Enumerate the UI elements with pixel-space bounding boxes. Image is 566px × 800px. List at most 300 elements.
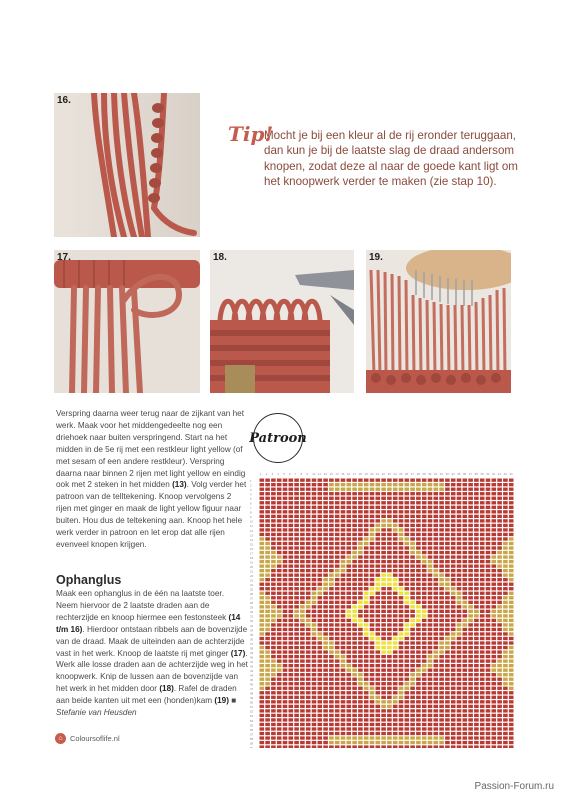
pattern-cell bbox=[364, 592, 369, 595]
pattern-cell bbox=[260, 741, 265, 744]
pattern-cell bbox=[312, 583, 317, 586]
pattern-cell bbox=[260, 687, 265, 690]
pattern-cell bbox=[300, 605, 305, 608]
pattern-cell bbox=[294, 515, 299, 518]
pattern-cell bbox=[289, 537, 294, 540]
pattern-cell bbox=[468, 669, 473, 672]
pattern-cell bbox=[364, 583, 369, 586]
pattern-cell bbox=[277, 528, 282, 531]
pattern-cell bbox=[439, 659, 444, 662]
pattern-cell bbox=[294, 587, 299, 590]
pattern-cell bbox=[387, 596, 392, 599]
pattern-cell bbox=[289, 564, 294, 567]
pattern-cell bbox=[271, 479, 276, 482]
pattern-cell bbox=[497, 483, 502, 486]
pattern-cell bbox=[260, 524, 265, 527]
pattern-cell bbox=[393, 533, 398, 536]
pattern-cell bbox=[300, 628, 305, 631]
column-number: 13 bbox=[329, 472, 333, 476]
pattern-cell bbox=[289, 714, 294, 717]
pattern-cell bbox=[445, 601, 450, 604]
pattern-cell bbox=[352, 483, 357, 486]
pattern-cell bbox=[405, 569, 410, 572]
pattern-cell bbox=[410, 723, 415, 726]
pattern-cell bbox=[387, 501, 392, 504]
pattern-cell bbox=[474, 574, 479, 577]
pattern-cell bbox=[445, 542, 450, 545]
pattern-cell bbox=[289, 646, 294, 649]
pattern-cell bbox=[434, 596, 439, 599]
pattern-cell bbox=[393, 560, 398, 563]
pattern-cell bbox=[352, 501, 357, 504]
pattern-cell bbox=[410, 569, 415, 572]
pattern-cell bbox=[463, 506, 468, 509]
pattern-cell bbox=[486, 641, 491, 644]
pattern-cell bbox=[463, 555, 468, 558]
pattern-cell bbox=[271, 546, 276, 549]
pattern-cell bbox=[323, 687, 328, 690]
pattern-cell bbox=[410, 664, 415, 667]
pattern-cell bbox=[277, 546, 282, 549]
pattern-cell bbox=[405, 551, 410, 554]
pattern-cell bbox=[509, 705, 514, 708]
pattern-cell bbox=[294, 700, 299, 703]
pattern-cell bbox=[457, 555, 462, 558]
pattern-cell bbox=[347, 628, 352, 631]
pattern-cell bbox=[312, 718, 317, 721]
pattern-cell bbox=[306, 587, 311, 590]
pattern-cell bbox=[260, 605, 265, 608]
pattern-cell bbox=[306, 488, 311, 491]
column-number: 26 bbox=[405, 472, 409, 476]
pattern-cell bbox=[457, 483, 462, 486]
pattern-cell bbox=[271, 650, 276, 653]
pattern-cell bbox=[376, 596, 381, 599]
pattern-cell bbox=[271, 741, 276, 744]
pattern-cell bbox=[277, 700, 282, 703]
pattern-cell bbox=[422, 492, 427, 495]
pattern-cell bbox=[335, 546, 340, 549]
pattern-cell bbox=[318, 497, 323, 500]
pattern-cell bbox=[428, 673, 433, 676]
pattern-cell bbox=[405, 619, 410, 622]
pattern-cell bbox=[260, 659, 265, 662]
pattern-cell bbox=[497, 497, 502, 500]
pattern-cell bbox=[445, 501, 450, 504]
pattern-cell bbox=[422, 637, 427, 640]
pattern-cell bbox=[416, 632, 421, 635]
pattern-cell bbox=[416, 614, 421, 617]
pattern-cell bbox=[300, 488, 305, 491]
pattern-cell bbox=[260, 637, 265, 640]
pattern-cell bbox=[376, 578, 381, 581]
pattern-cell bbox=[271, 655, 276, 658]
column-number: 12 bbox=[323, 472, 327, 476]
pattern-cell bbox=[329, 623, 334, 626]
pattern-cell bbox=[439, 641, 444, 644]
pattern-cell bbox=[492, 528, 497, 531]
pattern-cell bbox=[497, 555, 502, 558]
pattern-cell bbox=[283, 714, 288, 717]
pattern-cell bbox=[364, 650, 369, 653]
pattern-cell bbox=[410, 488, 415, 491]
pattern-cell bbox=[329, 560, 334, 563]
pattern-cell bbox=[497, 510, 502, 513]
pattern-cell bbox=[439, 546, 444, 549]
pattern-cell bbox=[451, 741, 456, 744]
pattern-cell bbox=[335, 641, 340, 644]
pattern-cell bbox=[306, 578, 311, 581]
pattern-cell bbox=[271, 678, 276, 681]
pattern-cell bbox=[323, 497, 328, 500]
pattern-cell bbox=[260, 678, 265, 681]
pattern-cell bbox=[271, 664, 276, 667]
pattern-cell bbox=[341, 501, 346, 504]
pattern-cell bbox=[434, 700, 439, 703]
pattern-cell bbox=[271, 587, 276, 590]
pattern-cell bbox=[318, 687, 323, 690]
pattern-cell bbox=[474, 524, 479, 527]
pattern-cell bbox=[277, 501, 282, 504]
pattern-cell bbox=[451, 542, 456, 545]
pattern-cell bbox=[381, 533, 386, 536]
pattern-cell bbox=[306, 700, 311, 703]
pattern-cell bbox=[480, 628, 485, 631]
pattern-cell bbox=[300, 483, 305, 486]
pattern-cell bbox=[410, 533, 415, 536]
footer-url[interactable]: Coloursoflife.nl bbox=[70, 734, 120, 743]
pattern-cell bbox=[486, 696, 491, 699]
pattern-cell bbox=[405, 506, 410, 509]
pattern-cell bbox=[341, 709, 346, 712]
row-number: 49 bbox=[250, 696, 254, 701]
pattern-cell bbox=[265, 655, 270, 658]
pattern-cell bbox=[434, 691, 439, 694]
pattern-cell bbox=[468, 696, 473, 699]
pattern-cell bbox=[457, 601, 462, 604]
pattern-cell bbox=[439, 510, 444, 513]
pattern-cell bbox=[509, 528, 514, 531]
pattern-cell bbox=[277, 510, 282, 513]
pattern-cell bbox=[434, 736, 439, 739]
pattern-cell bbox=[480, 501, 485, 504]
pattern-cell bbox=[294, 596, 299, 599]
pattern-cell bbox=[434, 492, 439, 495]
pattern-cell bbox=[393, 569, 398, 572]
pattern-cell bbox=[300, 519, 305, 522]
pattern-cell bbox=[474, 705, 479, 708]
pattern-cell bbox=[410, 732, 415, 735]
pattern-cell bbox=[509, 488, 514, 491]
pattern-cell bbox=[370, 687, 375, 690]
pattern-cell bbox=[410, 551, 415, 554]
pattern-cell bbox=[509, 741, 514, 744]
pattern-cell bbox=[468, 614, 473, 617]
pattern-cell bbox=[434, 524, 439, 527]
pattern-cell bbox=[376, 592, 381, 595]
pattern-cell bbox=[341, 605, 346, 608]
pattern-cell bbox=[312, 587, 317, 590]
pattern-cell bbox=[294, 687, 299, 690]
pattern-cell bbox=[451, 587, 456, 590]
pattern-cell bbox=[480, 664, 485, 667]
pattern-cell bbox=[428, 555, 433, 558]
pattern-cell bbox=[416, 519, 421, 522]
pattern-cell bbox=[370, 497, 375, 500]
pattern-cell bbox=[352, 546, 357, 549]
pattern-cell bbox=[497, 560, 502, 563]
pattern-cell bbox=[387, 528, 392, 531]
pattern-cell bbox=[358, 637, 363, 640]
row-number: 40 bbox=[250, 655, 254, 660]
pattern-cell bbox=[283, 700, 288, 703]
pattern-cell bbox=[294, 533, 299, 536]
pattern-cell bbox=[364, 483, 369, 486]
pattern-cell bbox=[352, 646, 357, 649]
pattern-cell bbox=[486, 546, 491, 549]
pattern-cell bbox=[347, 709, 352, 712]
pattern-cell bbox=[347, 497, 352, 500]
pattern-cell bbox=[329, 601, 334, 604]
pattern-cell bbox=[300, 659, 305, 662]
pattern-cell bbox=[370, 682, 375, 685]
pattern-cell bbox=[283, 610, 288, 613]
pattern-cell bbox=[509, 592, 514, 595]
pattern-cell bbox=[283, 546, 288, 549]
pattern-cell bbox=[422, 732, 427, 735]
pattern-cell bbox=[381, 673, 386, 676]
tip-label: Tip! bbox=[228, 122, 274, 146]
pattern-cell bbox=[312, 592, 317, 595]
pattern-cell bbox=[492, 637, 497, 640]
pattern-cell bbox=[399, 515, 404, 518]
pattern-cell bbox=[474, 601, 479, 604]
pattern-cell bbox=[318, 678, 323, 681]
pattern-cell bbox=[422, 700, 427, 703]
pattern-cell bbox=[329, 632, 334, 635]
pattern-cell bbox=[312, 655, 317, 658]
pattern-cell bbox=[497, 619, 502, 622]
pattern-cell bbox=[492, 610, 497, 613]
pattern-cell bbox=[329, 610, 334, 613]
pattern-cell bbox=[457, 551, 462, 554]
column-number: 32 bbox=[439, 472, 443, 476]
pattern-cell bbox=[486, 673, 491, 676]
pattern-cell bbox=[364, 501, 369, 504]
pattern-cell bbox=[283, 601, 288, 604]
pattern-cell bbox=[393, 632, 398, 635]
pattern-cell bbox=[410, 655, 415, 658]
pattern-cell bbox=[364, 479, 369, 482]
pattern-cell bbox=[428, 727, 433, 730]
pattern-cell bbox=[486, 687, 491, 690]
pattern-cell bbox=[358, 515, 363, 518]
pattern-cell bbox=[387, 555, 392, 558]
row-number: 56 bbox=[250, 727, 254, 732]
pattern-cell bbox=[283, 524, 288, 527]
column-number: 27 bbox=[410, 472, 414, 476]
pattern-cell bbox=[283, 682, 288, 685]
pattern-cell bbox=[428, 587, 433, 590]
pattern-cell bbox=[294, 678, 299, 681]
pattern-cell bbox=[323, 601, 328, 604]
pattern-cell bbox=[358, 501, 363, 504]
pattern-cell bbox=[509, 646, 514, 649]
pattern-cell bbox=[347, 650, 352, 653]
pattern-cell bbox=[492, 497, 497, 500]
row-number: 47 bbox=[250, 687, 254, 692]
pattern-cell bbox=[271, 696, 276, 699]
pattern-cell bbox=[503, 628, 508, 631]
pattern-cell bbox=[294, 610, 299, 613]
footer-logo[interactable] bbox=[55, 733, 120, 744]
pattern-cell bbox=[352, 569, 357, 572]
pattern-cell bbox=[283, 669, 288, 672]
pattern-cell bbox=[468, 659, 473, 662]
pattern-cell bbox=[434, 564, 439, 567]
pattern-cell bbox=[381, 736, 386, 739]
pattern-cell bbox=[376, 682, 381, 685]
pattern-cell bbox=[347, 492, 352, 495]
pattern-cell bbox=[347, 678, 352, 681]
pattern-cell bbox=[509, 736, 514, 739]
pattern-cell bbox=[283, 578, 288, 581]
pattern-cell bbox=[387, 705, 392, 708]
pattern-cell bbox=[497, 732, 502, 735]
pattern-cell bbox=[405, 687, 410, 690]
pattern-cell bbox=[358, 546, 363, 549]
pattern-cell bbox=[376, 745, 381, 748]
pattern-cell bbox=[445, 736, 450, 739]
pattern-cell bbox=[474, 537, 479, 540]
pattern-cell bbox=[341, 732, 346, 735]
pattern-cell bbox=[283, 592, 288, 595]
pattern-cell bbox=[387, 569, 392, 572]
pattern-cell bbox=[474, 569, 479, 572]
pattern-cell bbox=[445, 519, 450, 522]
pattern-cell bbox=[393, 682, 398, 685]
pattern-cell bbox=[434, 601, 439, 604]
pattern-cell bbox=[486, 601, 491, 604]
pattern-cell bbox=[399, 605, 404, 608]
pattern-cell bbox=[318, 696, 323, 699]
pattern-cell bbox=[381, 687, 386, 690]
pattern-cell bbox=[439, 605, 444, 608]
pattern-cell bbox=[364, 637, 369, 640]
pattern-cell bbox=[393, 628, 398, 631]
pattern-cell bbox=[451, 551, 456, 554]
pattern-cell bbox=[486, 732, 491, 735]
pattern-cell bbox=[329, 696, 334, 699]
pattern-cell bbox=[376, 632, 381, 635]
pattern-cell bbox=[463, 718, 468, 721]
pattern-cell bbox=[480, 718, 485, 721]
pattern-cell bbox=[300, 714, 305, 717]
pattern-cell bbox=[306, 623, 311, 626]
pattern-cell bbox=[486, 655, 491, 658]
step-ref: (13) bbox=[172, 480, 187, 490]
pattern-cell bbox=[277, 519, 282, 522]
pattern-cell bbox=[492, 587, 497, 590]
pattern-cell bbox=[358, 497, 363, 500]
pattern-cell bbox=[410, 564, 415, 567]
pattern-cell bbox=[422, 497, 427, 500]
pattern-cell bbox=[352, 515, 357, 518]
pattern-cell bbox=[352, 587, 357, 590]
pattern-cell bbox=[323, 619, 328, 622]
pattern-cell bbox=[503, 605, 508, 608]
pattern-cell bbox=[410, 542, 415, 545]
pattern-cell bbox=[265, 524, 270, 527]
pattern-cell bbox=[341, 592, 346, 595]
pattern-cell bbox=[486, 614, 491, 617]
pattern-cell bbox=[468, 610, 473, 613]
pattern-cell bbox=[318, 714, 323, 717]
pattern-cell bbox=[323, 659, 328, 662]
pattern-cell bbox=[486, 492, 491, 495]
pattern-cell bbox=[434, 673, 439, 676]
pattern-cell bbox=[335, 501, 340, 504]
pattern-cell bbox=[445, 551, 450, 554]
pattern-cell bbox=[451, 583, 456, 586]
pattern-cell bbox=[509, 560, 514, 563]
pattern-cell bbox=[294, 723, 299, 726]
pattern-cell bbox=[306, 583, 311, 586]
pattern-cell bbox=[323, 745, 328, 748]
pattern-cell bbox=[265, 700, 270, 703]
pattern-cell bbox=[416, 610, 421, 613]
pattern-cell bbox=[364, 574, 369, 577]
pattern-cell bbox=[271, 601, 276, 604]
pattern-cell bbox=[300, 673, 305, 676]
pattern-cell bbox=[422, 479, 427, 482]
pattern-cell bbox=[329, 555, 334, 558]
pattern-cell bbox=[399, 741, 404, 744]
pattern-cell bbox=[439, 574, 444, 577]
pattern-cell bbox=[358, 741, 363, 744]
pattern-cell bbox=[457, 492, 462, 495]
row-number: 9 bbox=[250, 515, 252, 520]
pattern-cell bbox=[306, 510, 311, 513]
pattern-cell bbox=[347, 524, 352, 527]
pattern-cell bbox=[312, 492, 317, 495]
pattern-cell bbox=[260, 664, 265, 667]
pattern-cell bbox=[376, 727, 381, 730]
pattern-cell bbox=[457, 646, 462, 649]
pattern-cell bbox=[439, 587, 444, 590]
pattern-cell bbox=[492, 510, 497, 513]
pattern-cell bbox=[416, 655, 421, 658]
pattern-cell bbox=[463, 691, 468, 694]
pattern-cell bbox=[468, 537, 473, 540]
pattern-cell bbox=[312, 696, 317, 699]
pattern-cell bbox=[347, 691, 352, 694]
pattern-cell bbox=[387, 687, 392, 690]
pattern-cell bbox=[422, 682, 427, 685]
pattern-cell bbox=[428, 623, 433, 626]
pattern-cell bbox=[451, 709, 456, 712]
pattern-cell bbox=[480, 691, 485, 694]
pattern-cell bbox=[405, 564, 410, 567]
pattern-cell bbox=[457, 596, 462, 599]
pattern-cell bbox=[335, 587, 340, 590]
pattern-cell bbox=[422, 569, 427, 572]
pattern-cell bbox=[271, 614, 276, 617]
pattern-cell bbox=[370, 506, 375, 509]
pattern-cell bbox=[341, 542, 346, 545]
pattern-cell bbox=[283, 614, 288, 617]
pattern-cell bbox=[323, 555, 328, 558]
